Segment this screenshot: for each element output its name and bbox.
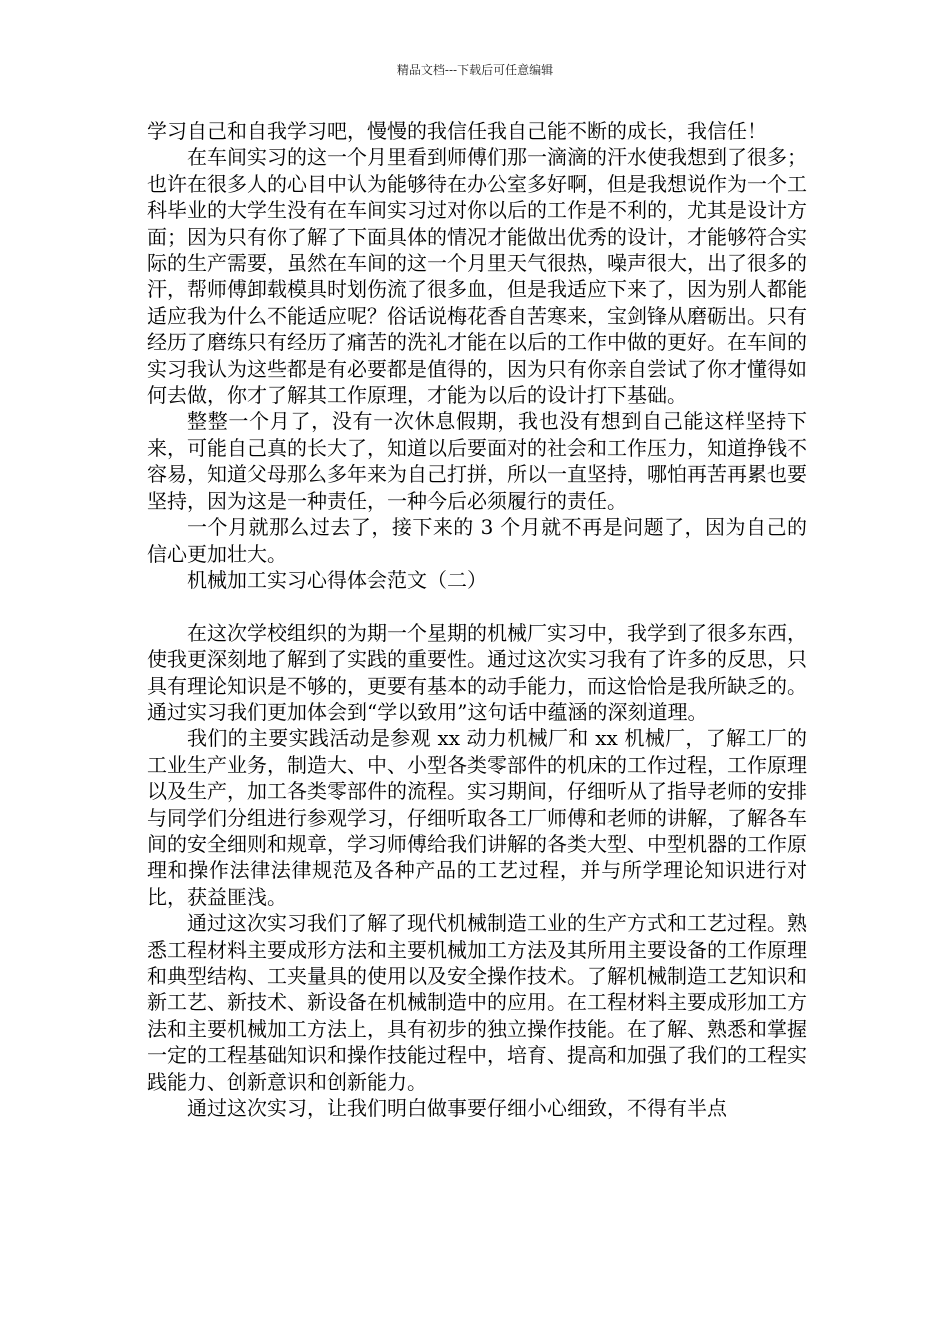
paragraph-2: 在车间实习的这一个月里看到师傅们那一滴滴的汗水使我想到了很多；也许在很多人的心目中认为能够待在办公室多好啊，但是我想说作为一个工科毕业的大学生没有在车间实习过对你以后的工作是不利的，尤其是设计方面；因为只有你了解了下面具体的情况才能做出优秀的设计，才能够符合实际的生产需要，虽然在车间的这一个月里天气很热，噪声很大，出了很多的汗，帮师傅卸载模具时划伤流了很多血，但是我适应下来了，因为别人都能适应我为什么不能适应呢？俗话说梅花香自苦寒来，宝剑锋从磨砺出。只有经历了磨练只有经历了痛苦的洗礼才能在以后的工作中做的更好。在车间的实习我认为这些都是有必要都是值得的，因为只有你亲自尝试了你才懂得如何去做，你才了解其工作原理，才能为以后的设计打下基础。 — [147, 145, 807, 408]
paragraph-8: 通过这次实习，让我们明白做事要仔细小心细致，不得有半点 — [187, 1096, 727, 1121]
page-header: 精品文档---下载后可任意编辑 — [396, 63, 554, 77]
blank-line — [147, 593, 807, 619]
document-body — [147, 118, 807, 1121]
paragraph-4: 一个月就那么过去了，接下来的 3 个月就不再是问题了，因为自己的信心更加壮大。 — [147, 515, 807, 566]
paragraph-7: 通过这次实习我们了解了现代机械制造工业的生产方式和工艺过程。熟悉工程材料主要成形方法和主要机械加工方法及其所用主要设备的工作原理和典型结构、工夹量具的使用以及安全操作技术。了解机械制造工艺知识和新工艺、新技术、新设备在机械制造中的应用。在工程材料主要成形加工方法和主要机械加工方法上，具有初步的独立操作技能。在了解、熟悉和掌握一定的工程基础知识和操作技能过程中，培育、提高和加强了我们的工程实践能力、创新意识和创新能力。 — [147, 911, 807, 1094]
section-heading: 机械加工实习心得体会范文（二） — [187, 567, 487, 592]
paragraph-6: 我们的主要实践活动是参观 xx 动力机械厂和 xx 机械厂，了解工厂的工业生产业务，制造大、中、小型各类零部件的机床的工作过程，工作原理以及生产，加工各类零部件的流程。实习期间，仔细听从了指导老师的安排与同学们分组进行参观学习，仔细听取各工厂师傅和老师的讲解，了解各车间的安全细则和规章，学习师傅给我们讲解的各类大型、中型机器的工作原理和操作法律法律规范及各种产品的工艺过程，并与所学理论知识进行对比，获益匪浅。 — [147, 726, 807, 909]
paragraph-5: 在这次学校组织的为期一个星期的机械厂实习中，我学到了很多东西，使我更深刻地了解到了实践的重要性。通过这次实习我有了许多的反思，只具有理论知识是不够的，更要有基本的动手能力，而这恰恰是我所缺乏的。通过实习我们更加体会到“学以致用”这句话中蕴涵的深刻道理。 — [147, 620, 807, 724]
paragraph-1: 学习自己和自我学习吧，慢慢的我信任我自己能不断的成长，我信任！ — [147, 119, 767, 143]
paragraph-3: 整整一个月了，没有一次休息假期，我也没有想到自己能这样坚持下来，可能自己真的长大了，知道以后要面对的社会和工作压力，知道挣钱不容易，知道父母那么多年来为自己打拼，所以一直坚持，哪怕再苦再累也要坚持，因为这是一种责任，一种今后必须履行的责任。 — [147, 409, 807, 513]
